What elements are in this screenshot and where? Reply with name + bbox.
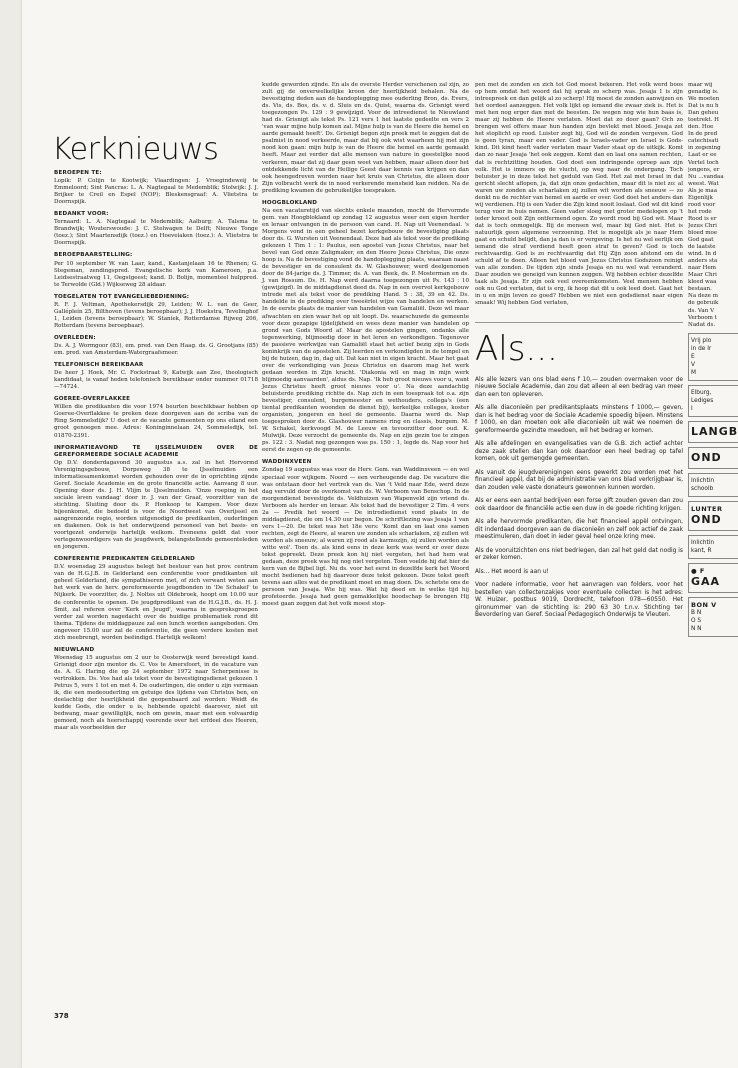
ad-title: OND bbox=[691, 512, 722, 526]
clipped-line: wind. In d bbox=[688, 251, 717, 258]
clipped-line: Verboom t bbox=[688, 314, 717, 321]
section-heading: TELEFONISCH BEREIKBAAR bbox=[54, 362, 144, 369]
clipped-line: naar Hem bbox=[688, 265, 716, 272]
ad-line: Inlichtin bbox=[691, 477, 715, 484]
clipped-line: jongens, er bbox=[688, 166, 720, 173]
column-1 bbox=[54, 170, 258, 734]
clipped-line: catechisati bbox=[688, 138, 719, 145]
column-3 bbox=[475, 82, 683, 626]
advertisement bbox=[688, 385, 738, 417]
advertisement bbox=[688, 333, 738, 381]
als-paragraphs bbox=[475, 377, 683, 620]
ad-heading: BON V bbox=[691, 600, 717, 609]
ad-line: O S bbox=[691, 617, 702, 624]
section-body: Ds. A. J. Wormgoor (83), em. pred. van Den Haag. ds. G. Grootjans (85) em. pred. van Amsterdam-Watergraafsmeer. bbox=[54, 342, 258, 357]
ad-title: GAA bbox=[691, 574, 721, 588]
clipped-line: Laat er ee bbox=[688, 152, 717, 159]
ad-line: Vrij plo bbox=[691, 337, 712, 344]
als-paragraph: Als alle lezers van ons blad eens f 10,— zouden overmaken voor de nieuwe Sociale Academie, dan zou dat alleen al een bedrag van meer dan een ton opleveren. bbox=[475, 376, 683, 398]
ad-title: OND bbox=[691, 450, 722, 464]
clipped-line: Maar Chri bbox=[688, 272, 717, 279]
clipped-line: den. Hoe bbox=[688, 124, 714, 131]
clipped-line: Vertel toch bbox=[688, 159, 719, 166]
section-heading: TOEGELATEN TOT EVANGELIEBEDIENING: bbox=[54, 293, 190, 300]
ad-line: in de Ir bbox=[691, 345, 712, 352]
ad-line: M bbox=[691, 369, 697, 376]
ad-heading: LUNTER bbox=[691, 504, 723, 513]
newspaper-page bbox=[22, 0, 738, 1068]
clipped-line: de laatste bbox=[688, 244, 716, 251]
ad-heading: ● F bbox=[691, 566, 705, 575]
als-paragraph: Als er eens een aantal bedrijven een forse gift zouden geven dan zou ook daardoor de financiële actie een duw in de goede richting krijgen. bbox=[475, 498, 683, 512]
als-paragraph: Voor nadere informatie, voor het aanvragen van folders, voor het bestellen van collectenzakjes voor eventuele collecten is het adres: W. Huizer, postbus 9019, Dordrecht, telefoon 078—60550. Het gironummer van de stichting is: 290 63 30 t.n.v. Stichting ter Bevordering van Geref. Sociaal Pedagogisch Onderwijs te Vleuten. bbox=[475, 582, 683, 618]
clipped-line: bloed moe bbox=[688, 229, 718, 236]
advertisement bbox=[688, 597, 738, 637]
column-4-clipped bbox=[688, 82, 738, 637]
ad-line: Lediges bbox=[691, 397, 714, 404]
als-paragraph: Als alle diaconieën per predikantsplaats minstens f 1000,— geven, dan is het bedrag voor de Sociale Academie spoedig bijeen. Minstens f 1000, en dan moeten ook alle diaconieën uit wat we noemen de gereformeerde gezindte meedoen, wil het bedrag er komen. bbox=[475, 405, 683, 434]
section-body: Willen die predikanten die voor 1974 beurten beschikbaar hebben op Goeree-Overflakkee te preken deze doorgeven aan de scriba van de Ring Sommelsdijk? U doet er de vacante gemeenten op ons eiland een groot genoegen mee. Adres: Koninginnelaan 24, Sommelsdijk, tel. 01870-2391. bbox=[54, 404, 258, 439]
clipped-line: Dan geheu bbox=[688, 110, 719, 117]
ad-line: Inlichtin bbox=[691, 539, 715, 546]
ad-line: Elburg, bbox=[691, 389, 712, 396]
section-heading: BEROEPEN TE: bbox=[54, 170, 102, 176]
ad-line: E bbox=[691, 353, 695, 360]
clipped-line: genadig is. bbox=[688, 89, 719, 96]
section-heading: INFORMATIEAVOND TE IJSSELMUIDEN OVER DE GEREFORMEERDE SOCIALE ACADEMIE bbox=[54, 444, 258, 458]
als-title: Als... bbox=[475, 328, 558, 369]
section-heading: GOEREE-OVERFLAKKEE bbox=[54, 396, 131, 403]
section-body: Zondag 19 augustus was voor de Herv. Gem. van Waddinxveen — en wel speciaal voor wijkgem. Noord — een verheugende dag. De vacature die was ontstaan door het vertrek van ds. Van 't Veld naar Ede, werd deze dag vervuld door de overkomst van ds. W. Verboom van Benschop. In de morgendienst bevestigde ds. Veldhuizen van Wapenveld zijn vriend ds. Verboom als herder en leraar. Als tekst had de bevestiger 2 Tim. 4 vers 2a — Predik het woord — De introdiedienst vond plaats in de middagdienst, die om 14.30 uur begon. De schriftlezing was Jesaja 1 van vers 1—20. De tekst was het 18e vers: 'Komt dan en laat ons samen rechten, zegt de Heere, al waren uw zonden als scharlaken, zij zullen wit worden als sneeuw; al waren zij rood als karmozijn, zij zullen worden als witte wol'. Toen ds. als kind eens in deze kerk was werd er over deze tekst gepreekt. Deze preek kon hij niet vergeten, het had hem wat gedaan, deze preek was hij nog niet vergeten. Toen voelde hij dat hier de kern van de Bijbel ligt. Nu ds. voor het eerst in dezelfde kerk het Woord mocht bedienen had hij daarvoor deze tekst gekozen. Deze tekst geeft tevens aan alles wat de predikant moet en mag doen. Ds. schetste ons de persoon van Jesaja. Wie hij was. Wat hij deed en in welke tijd hij profeteerde. Jesaja had geen gemakkelijke boodschap te brengen Hij moest gaan zeggen dat het volk moest stop- bbox=[262, 467, 469, 608]
ad-line: N N bbox=[691, 625, 702, 632]
clipped-line: Eigenlijk bbox=[688, 194, 713, 201]
ad-line: schoolb bbox=[691, 485, 714, 492]
section-body: D.V. woensdag 29 augustus belegt het bestuur van het prov. centrum van de H.G.J.B. in Gelderland een conferentie voor predikanten uit geheel Gelderland, die sympathiseren met, of zich verwant weten aan het werk van de herv. gereformeerde jeugdbonden in 'De Schakel' te Nijkerk. De voorzitter, ds. J. Noltes uit Oldebroek, hoopt om 10.00 uur de conferentie te openen. De jeugdpredikant van de H.G.J.B., ds. H. J. Smit, zal referen over 'Kerk en Jeugd', waarna in gespreksgroepen verder zal worden nagedacht over de huidige problematiek rond dit thema. Tijdens de middagpauze zal een lunch worden aangeboden. Om ongeveer 15.00 uur zal de conferentie, die geen verdere kosten met zich meebrengt, worden beëindigd. Hartelijk welkom! bbox=[54, 564, 258, 641]
section-heading: BEROEPBAARSTELLING: bbox=[54, 252, 133, 259]
clipped-line: in zegening bbox=[688, 145, 721, 152]
section-body: Ternaard: L. A. Nagtegaal te Medemblik; Aalburg: A. Talsma te Brandwijk; Wouterswoude: J. C. Stelwagen te Delft; Nieuwe Tonge (toez.); Sint Maartensdijk (toez.) en Hoevelaken (toez.): A. Vlietstra te Doornspijk. bbox=[54, 219, 258, 247]
clipped-line: anders sta bbox=[688, 258, 718, 265]
clipped-line: Nadat ds. bbox=[688, 321, 716, 328]
section-heading: OVERLEDEN: bbox=[54, 334, 96, 341]
ad-line: kant, R bbox=[691, 547, 712, 554]
section-heading: BEDANKT VOOR: bbox=[54, 211, 109, 218]
clipped-line: Nu ...vandaa bbox=[688, 173, 724, 180]
section-heading: HOOGBLOKLAND bbox=[262, 199, 318, 206]
section-heading: WADDINXVEEN bbox=[262, 459, 312, 466]
section-heading: CONFERENTIE PREDIKANTEN GELDERLAND bbox=[54, 556, 195, 563]
clipped-line: de gebruik bbox=[688, 300, 719, 307]
ad-title: LANGB bbox=[691, 424, 738, 438]
clipped-line: ds. Van V bbox=[688, 307, 715, 314]
column-2 bbox=[262, 82, 469, 610]
page-title: Kerknieuws bbox=[52, 132, 219, 167]
section-body: Op D.V. donderdagavond 30 augustus a.s. zal in het Hervormd Verenigingsgebouw, Dorpsweg 38 te IJsselmuiden een informatiesamenkomst worden gehouden over de in oprichting zijnde Geref. Sociale Academie en de grote financiële actie. Aanvang 8 uur. Opening door ds. J. H. Vlijm te IJsselmuiden. 'Onze roeping in het sociale leven vandaag' door ir. J. van der Graaf, voorzitter van de stichting. Sluiting door ds. P. Honkoop te Kampen. Voor deze bijeenkomst, die bedoeld is voor de Noordwest van Overijssel en aangrenzende regio, worden uitgenodigd de predikanten, ouderlingen en diakenen. Ook is het onderwijzend personeel van het basis- en voortgezet onderwijs hartelijk welkom. Eveneens geldt dat voor vertegenwoordigers van de jeugdwerk, belangstellende gemeenteleden en jongeren. bbox=[54, 459, 258, 551]
als-paragraph: Als de vooruitzichten ons niet bedriegen, dan zal het geld dat nodig is er zeker komen. bbox=[475, 547, 683, 561]
clipped-line: Als je maa bbox=[688, 187, 718, 194]
advertisement bbox=[688, 563, 738, 593]
ad-line: B N bbox=[691, 609, 702, 616]
clipped-line: Rood is er bbox=[688, 215, 717, 222]
als-paragraph: Als alle afdelingen en evangelisaties van de G.B. zich actief achter deze zaak stellen dan kan ook daardoor een heel bedrag op tafel komen, ook uit gemengde gemeenten. bbox=[475, 441, 683, 462]
section-heading: NIEUWLAND bbox=[54, 646, 95, 653]
clipped-line: God gaat bbox=[688, 237, 714, 244]
section-body: De heer J. Hoek, Mr. C. Fockstraat 9, Katwijk aan Zee, theologisch kandidaat, is vanaf heden telefonisch bereikbaar onder nummer 01718—74724. bbox=[54, 370, 258, 391]
advertisement bbox=[688, 535, 738, 559]
clipped-line: toetrekt. H bbox=[688, 117, 719, 124]
clipped-line: We moeten bbox=[688, 96, 720, 103]
page-number: 378 bbox=[54, 1012, 69, 1020]
als-paragraph: Als vanuit de jeugdverenigingen eens gewerkt zou worden met het financieel appèl, dat bij de administratie van ons blad verkrijgbaar is, dan zouden vele vaste donateurs gewonnen kunnen worden. bbox=[475, 469, 683, 491]
clipped-line: het rode bbox=[688, 208, 712, 215]
section-body: R. F. J. Veltman, Apothekersdijk 29, Leiden; W. L. van de Geer, Gallépleín 25, Bilthoven (tevens beroepbaar); J. J. Hoekstra, Tevelinghof 1, Leiden (tevens beroepbaar); W. Staniek, Rotterdamse Rijweg 206, Rotterdam (tevens beroepbaar). bbox=[54, 301, 258, 329]
section-body: Woensdag 15 augustus om 2 uur te Oosterwijk werd bevestigd kand. Grisnigt door zijn mentor ds. C. Vos te Amersfoort, in de vacature van ds. A. G. Haring die op 24 september 1972 naar Scherpenisse is vertrokken. Ds. Vos had als tekst voor de bevestigingsdienst gekozen 1 Petrus 5, vers 1 tot en met 4. De ouderlingen, die onder u zijn vermaan ik, die een medeouderling en getuige des lijdens van Christus ben, en deelachtig der heerlijkheid die geopenbaard zal worden: Weidt de kudde Gods, die onder u is, hebbende opzicht daarover, niet uit bedwang, maar gewilliglijk, noch om gewin, maar met een volvaardig gemoed, noch als heerschappij voerende over het erfdeel des Heeren, maar als voorbeelden der bbox=[54, 654, 258, 732]
ad-line: V bbox=[691, 361, 695, 368]
als-paragraph: Als alle hervormde predikanten, die het financieel appèl ontvingen, dit inderdaad doorgeven aan de diaconieën en zelf ook actief de zaak meestimuleren, dan doet in ieder geval heel onze kring mee. bbox=[475, 519, 683, 540]
clipped-line: Jezus Chri bbox=[688, 222, 717, 229]
advertisement bbox=[688, 421, 738, 443]
advertisement bbox=[688, 447, 738, 469]
section-body: Na een vacaturetijd van slechts enkele maanden, mocht de Hervormde gem. van Hoogblokland op zondag 12 augustus weer een eigen herder en leraar ontvangen in de persoon van cand. H. Nap uit Veenendaal. 's Morgens vond in een geheel bezet kerkgebouw de bevestiging plaats door ds. G. Wursten uit Veenendaal. Deze had als tekst voor de prediking gekozen 1 Tim 1 : 1: Paulus, een apostel van Jezus Christus, naar het bevel van God onze Zaligmaker, en den Heere Jezus Christus, Die onze hoop is. Na de bevestiging vond de handoplegging plaats, waaraan naast de bevestiger en de consulent ds. W. Glashouwer, werd deelgenomen door de 84-jarige ds. J. Timmer, ds. A. van Beek, ds. P. Mosterman en ds. J. van Rossum. Ds. H. Nap werd daarna toegezongen uit Ps. 143 : 10 (gewijzigd). In de middagdienst deed ds. Nap in een overvol kerkgebouw intrede met als tekst voor de prediking Hand. 5 : 38, 39 en 42. Ds. handelde in de prediking over tweeërlei wijze van handelen en werken. In de eerste plaats de manier van handelen van Gamaliël. Deze wil maar afwachten en zien waar het op uit loopt. Ds. waarschuwde de gemeente voor deze gezapige lijdelijkheid en wees deze manier van handelen op grond van Gods Woord af. Maar de apostelen gingen, ondanks alle tegenwerking, blijmoedig door in het leren en verkondigen. Tegenover de passieve werkwijze van Gamaliël staat het actief bezig zijn in Gods koninkrijk van de apostelen. Zij leerden en verkondigden in de tempel en bij de huizen, dag in, dag uit. Dat kan niet in eigen kracht. Maar het gaat over de verkondiging van Jezus Christus en daarom mag het werk gedaan worden in Zijn kracht. 'Diakonia wil en mag in mijn werk blijmoedig aanvaarden', aldus ds. Nap. 'Ik heb groot nieuws voor u, want Jezus Christus heeft groot nieuws voor u'. Na deze aandachtig beluisterde prediking richtte ds. Nap zich in een toespraak tot o.a. zijn bevestiger, consulent, burgemeester en wethouders, collega's (een tiental predikanten woonden de dienst bij), kerkelijke colleges, koster organisten, jongeren en heel de gemeente. Daarna werd ds. Nap toegesproken door ds. Glashouwer namens ring en classis, burgem. M. W. Schakel, kerkvoogd M. de Leeuw en tevoorzitter door oud. K. Mulwijk. Deze verzocht de gemeente ds. Nap en zijn gezin toe te zingen ps. 122 : 3. Nadat nog gezongen was ps. 150 : 1, legde ds. Nap voor het eerst de zegen op de gemeente. bbox=[262, 207, 469, 454]
clipped-line: Na deze m bbox=[688, 293, 718, 300]
article-continuation: pen met de zonden en zich tot God moest bekeren. Het volk werd boos op hem omdat het woord dat hij sprak zo scherp was. Jesaja 1 is zijn intreepreek en dan gelijk al zo scherp! Hij moest de zonden aanwijzen en het oordeel aanzeggen. Het volk lijkt op iemand die zwaar ziek is. Het is met hen nog erger dan met de beesten. De wegen nog wie hun baas is, maar zij hebben de Heere verlaten. Moet dat zo door gaan? Och zo brengen wel offers maar hun handen zijn bevlekt met bloed. Jesaja zet het stoplicht op rood. Luister zegt hij, God wil de zonden vergeven. God is geen tyran, maar een vader. God is Israels-vader en Israel is Gods-kind. Dit kind heeft vader verlaten maar Vader staat op de uitkijk. Komt dan zo naar Jesaja 'het ook zeggen. Komt dan en laat ons samen rechten, dat is rechtzitting houden. God doet een indringende oproep aan zijn volk. Het is immers op de vlucht, op weg naar de ondergang. Toch beluister je in deze tekst het geduld van God. Het zal met Israel in dat gericht slecht aflopen, ja, dat zijn onze gedachten, maar dit is niet zo: al waren uw zonden als scharlaken zij zullen wit worden als sneeuw — zo denkt nu de rechter van hemel en aarde er over. God doet het anders dan wij verdienen. Hij is een Vader die Zijn kind nooit loslaat. God wil dit kind terug voor in huis nemen. Geen vader sloeg met groter medelogen op 't ieder kroost ooit Zijn ontfermend ogen. Zo wordt rood bij God wit. Maar dat is toch onmogelijk. Bij de mensen wel, maar bij God niet. Het is natuurlijk geen algemene verzoening. Het is mogelijk als je naar Hem gaat en schuld belijdt, dan ja dan is er vergeving. Is het nu wel eerlijk om iemand die straf verdiend heeft geen straf te geven? God is toch rechtvaardig. God is zo rechtvaardig dat Hij Zijn zoon afstond om de schuld af te doen. Alleen het bloed van Jezus Christus Godszoon reinigt van alle zonden. De tijden zijn sinds Jesaja en nu wel wat veranderd. Daar zouden we geneigd van kunnen zeggen. Wij hebben echter dezelfde taak als Jesaja. Er zijn ook veel overeenkomsten. Veel mensen hebben ook nu God verlaten, dat is erg, ik hoop dat dit u ook leed doet. Gaat het in u en mijn leven zo goed? Hebben we niet een godsdienst naar eigen smaak! Wij hebben God verlaten, bbox=[475, 82, 683, 307]
clipped-line: Dat is nu h bbox=[688, 103, 719, 110]
clipped-line: bestaan. bbox=[688, 286, 712, 293]
als-box bbox=[475, 322, 683, 620]
section-body: kudde geworden zijnde. En als de overste Herder verschenen zal zijn, zo zult gij de onverwelkelijke kroon der heerlijkheid behalen. Na de bevestiging deden aan de handoplegging mee ouderling Bron, ds. Evers, ds. Vis, ds. Bos, ds. v. d. Sluis en ds. Quist, waarna ds. Grisnigt werd toegezongen Ps. 129 : 9 gewijzigd. Voor de intreedienst te Nieuwland had ds. Grisnigt als tekst Ps. 121 vers 1 het laatste gedeelte en vers 2 'van waar mijne hulp komen zal. Mijne hulp is van de Heere die hemel en aarde gemaakt heeft'. Ds. Grisnigt begon zijn preek met te zeggen dat de psalmist in nood verkeerde, maar dat bij ook wist waarheen hij met zijn nood kon gaan: mijn hulp is van de Heere die hemel en aarde gemaakt heeft. Maar zei verder dat alle mensen van nature in geestelijke nood verkeren, maar dat zij daar geen weet van hebben, maar alleen door het ontdekkende licht van de Heilige Geest daar kennis van krijgen en dan ook heengedreven worden naar het kruis van Christus, die alleen door Zijn volbracht werk de in nood verkerende mensheid kan redden. Na de prediking kwamen de gebruikelijke toespraken. bbox=[262, 82, 469, 194]
ad-line: I bbox=[691, 405, 693, 412]
section-body: Per 10 september W. van Laar, kand., Kastanjelaan 16 te Rhenen; G. Stegeman, zendingspred. Evangelische kerk van Kameroen, p.a. Leidsestraatweg 11, Oegstgeest; kand. D. Bolijn, momenteel hulppred. te Terwolde (Gld.) Wijkseweg 28 aldaar. bbox=[54, 260, 258, 288]
clipped-line: kleed waa bbox=[688, 279, 717, 286]
clipped-line: rood voor bbox=[688, 201, 716, 208]
clipped-line: In de pred bbox=[688, 131, 718, 138]
advertisement bbox=[688, 473, 738, 497]
als-paragraph: Als... Het woord is aan u! bbox=[475, 568, 549, 575]
clipped-line: maar wij bbox=[688, 82, 713, 88]
advertisement bbox=[688, 501, 738, 531]
clipped-line: weest. Wat bbox=[688, 180, 719, 187]
section-body: Lopik: P. Colijn te Kootwijk; Vlaardingen: J. Vroegindeweij te Emmeloord; Sint Pancras: L. A. Nagtegaal te Medemblik; Stolwijk: J. J. Brijker te Creil en Espel (NOP); Bleskensgraaf: A. Vlietstra te Doornspijk. bbox=[54, 178, 258, 206]
